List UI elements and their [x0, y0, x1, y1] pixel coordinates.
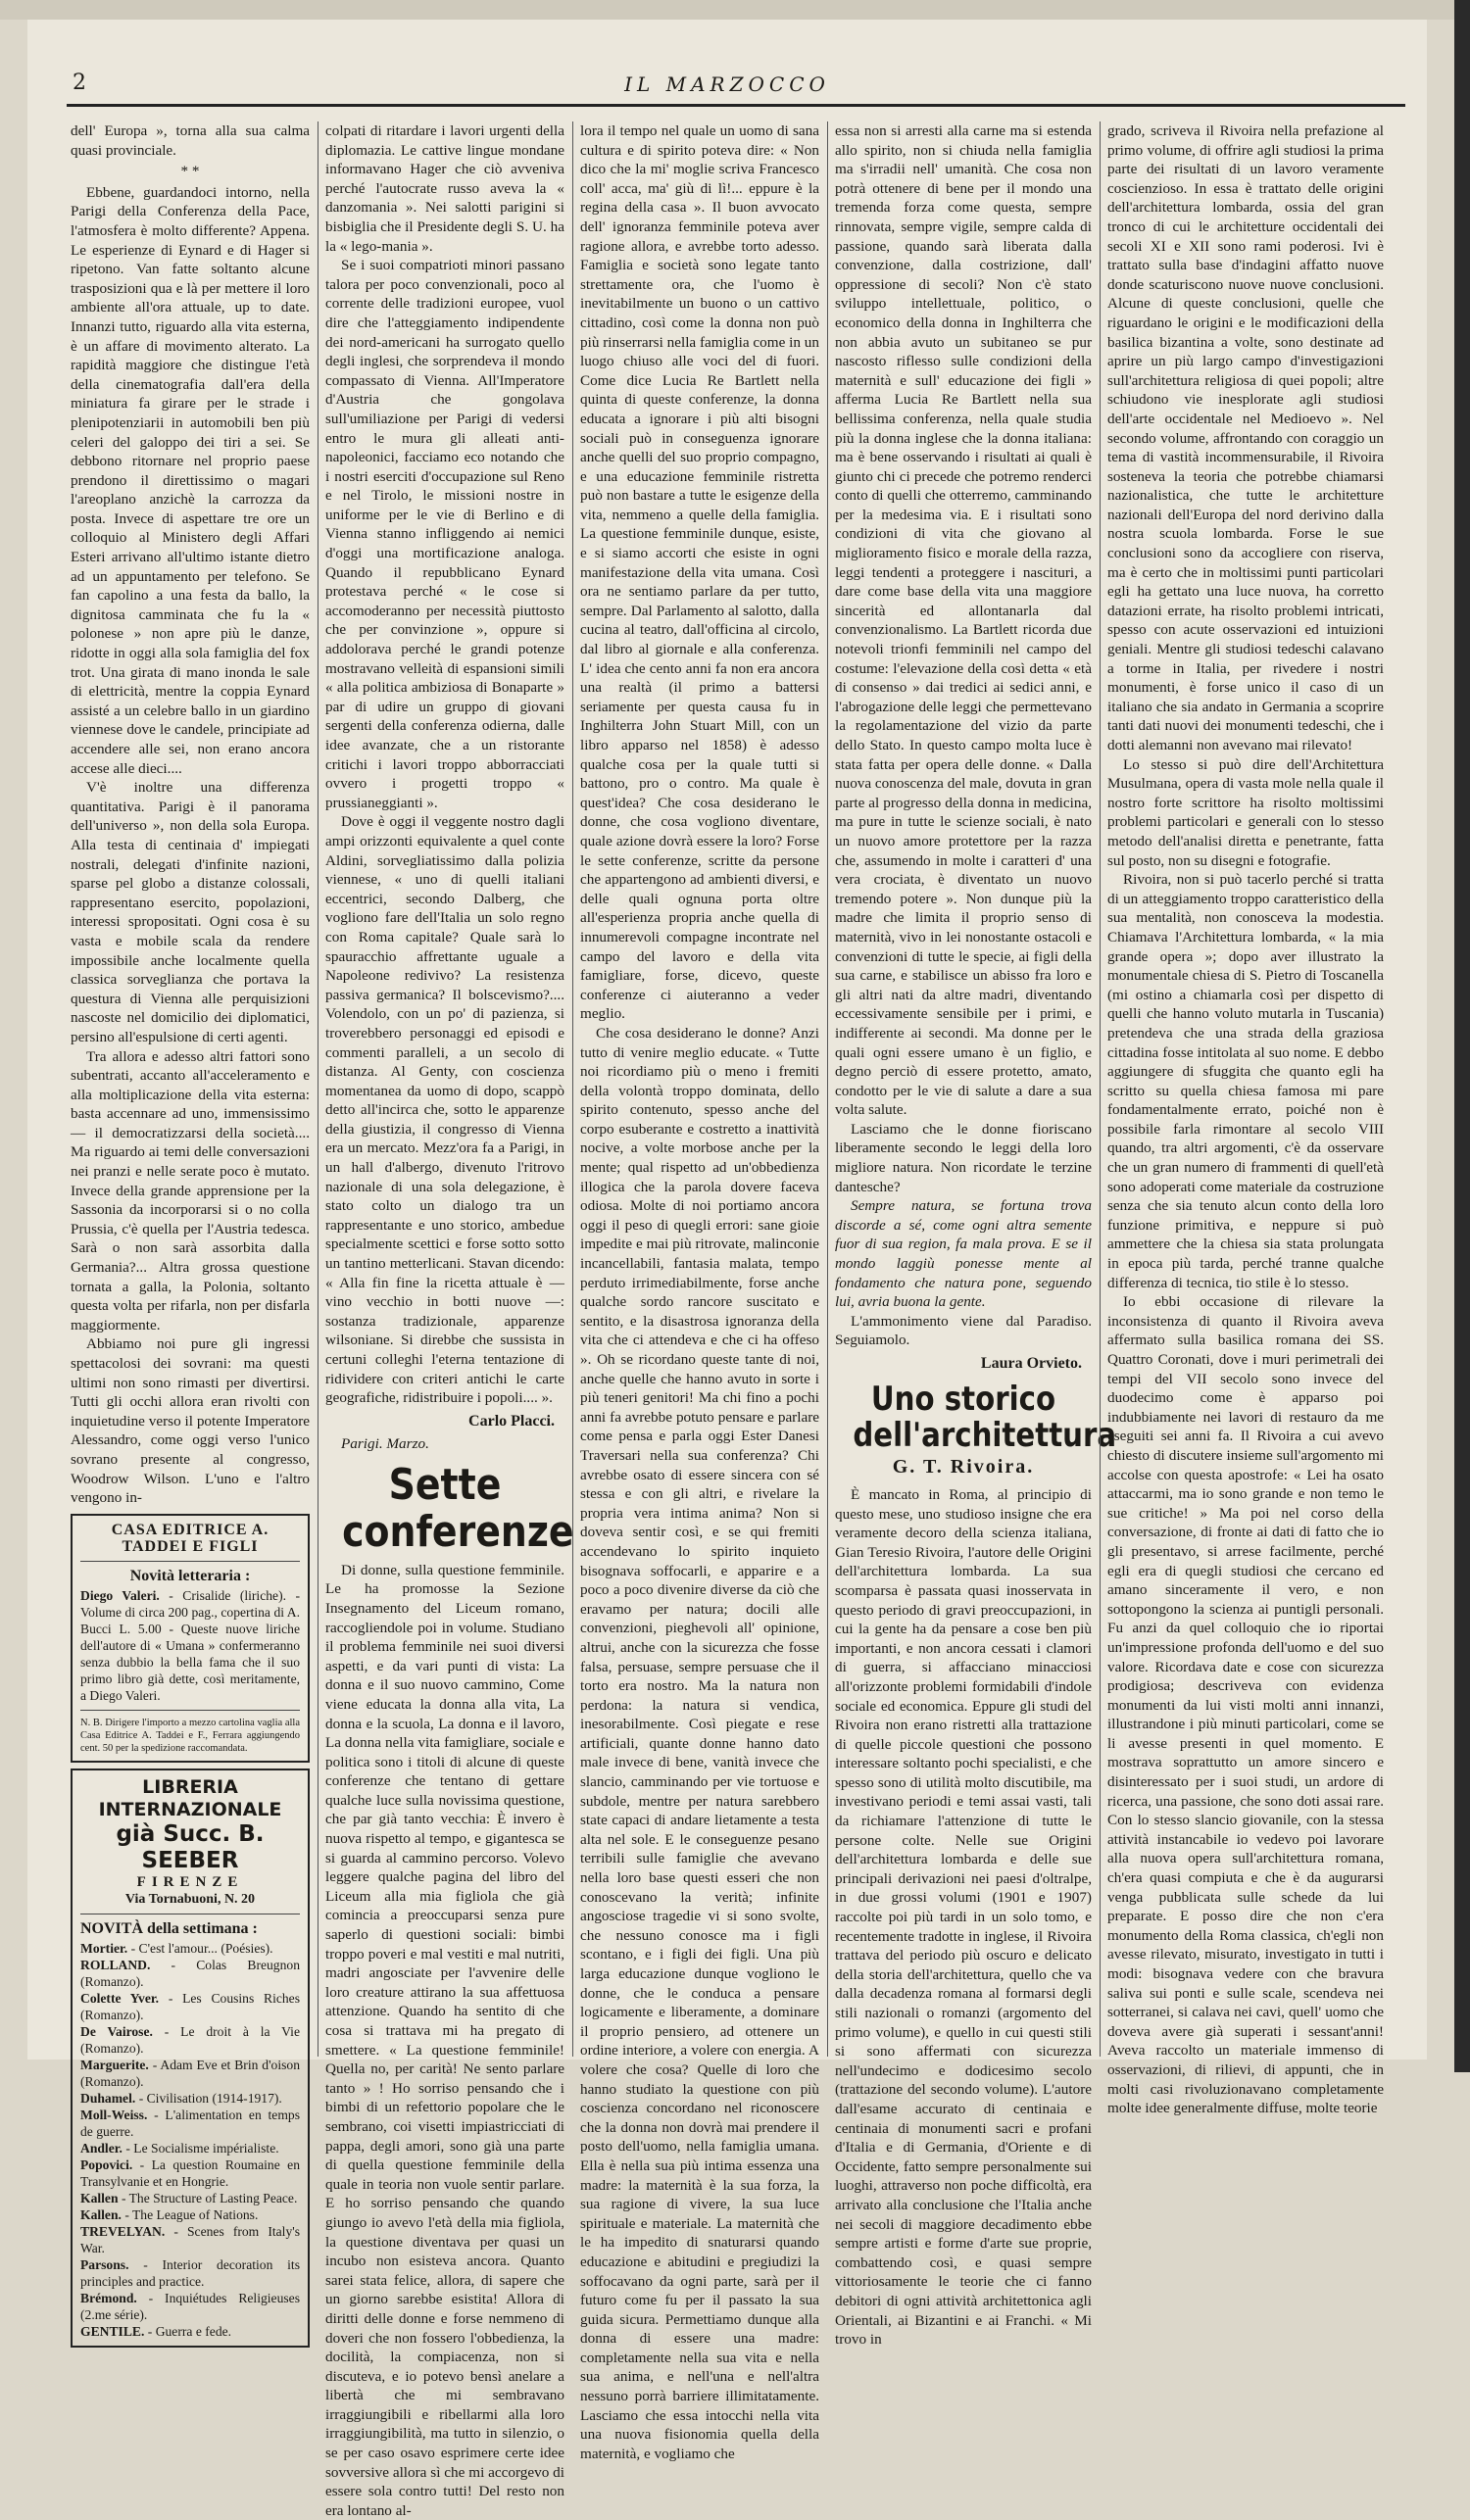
- book-list-item: [80, 1957, 300, 1990]
- column-5: [1107, 121, 1384, 2117]
- ad-subtitle: NOVITÀ della settimana :: [80, 1919, 258, 1937]
- column-rule: [572, 121, 573, 2057]
- book-list-item: [80, 2157, 300, 2190]
- book-title: - L'alimentation en temps de guerre.: [80, 2107, 300, 2139]
- ad-author: Diego Valeri.: [80, 1587, 160, 1603]
- book-list-item: [80, 2107, 300, 2140]
- paragraph: Che cosa desiderano le donne? Anzi tutto di venire meglio educate. « Tutte noi ricordiamo più o meno i fremiti della volontà troppo dominata, dello spirito contenuto, spesso anche del corpo esuberante e costretto a inattività nocive, a volte morbose anche per la mente; qual rispetto ad un'obbedienza illogica che la parola dovere faceva odiosa. Molte di noi portiamo ancora oggi il peso di quegli errori: sane gioie impedite e mai più ritrovate, malinconie incancellabili, fantasia malata, tempo perduto irrimediabilmente, forse anche qualche sordo rancore suscitato e sentito, e la disastrosa ignoranza della vita che ci attendeva e che ci ha offeso ». Oh se ricordano queste tante di noi, anche quelle che hanno avuto in sorte i più teneri genitori! Ma chi fino a pochi anni fa avrebbe potuto pensare e parlare come pensa e parla oggi Ester Danesi Traversari nella sua conferenza? Chi avrebbe osato di essere sincera con sé stessa e con gli altri, e rivelare la propria vera intima anima? Non si doveva sentir così, e se qui fremiti accendevano lo spirito inquieto bisognava soffocarli, e apparire e a poco a poco divenire diverse da ciò che eravamo per natura; docili alle convenzioni, pieghevoli all' opinione, altrui, anche con la sicurezza che fosse falsa, persuase, sempre persuase che il torto era nostro. Ma la natura non perdona: la natura si vendica, inesorabilmente. Così piegate e rese artificiali, quante donne hanno dato male invece di bene, vanità invece che slancio, camminando per vie tortuose e subdole, mentre per natura sarebbero state capaci di andare lietamente a testa alta nel sole. E le conseguenze pesano terribili sulle famiglie che avevano nella loro base questi esseri che non conoscevano la verità; infinite angosciose tragedie vi si sono svolte, che nessuno conosce ma i figli scontano, e i figli dei figli. Una più larga educazione dunque vogliono le donne, che le conduca a pensare logicamente e liberamente, a dominare il proprio pensiero, ad ottenere un ordine interiore, a volere con energia. A volere che cosa? Quelle di loro che hanno studiato la questione con più coscienza concordano nel riconoscere che la donna non dovrà mai prendere il posto dell'uomo, nella famiglia umana. Ella è nella sua più intima essenza una madre: la maternità è la sua forza, la sua ragione di vivere, la sua luce spirituale e materiale. La maternità che le ha impedito di snaturarsi quando educazione e abitudini e pregiudizi la soffocavano da ogni parte, sarà per il futuro come fu per il passato la sua guida sicura. Permettiamo dunque alla donna di essere una madre: completamente nella sua vita e nella sua anima, e nell'una e nell'altra nessuno porrà barriere illimitatamente. Lasciamo che essa intocchi nella vita una nuova fisionomia quella della maternità, e vogliamo che: [580, 1024, 819, 2462]
- paragraph: Ebbene, guardandoci intorno, nella Parigi della Conferenza della Pace, l'atmosfera è molto differente? Appena. Le esperienze di Eynard e di Hager si ripetono. Van fatte soltanto alcune trasposizioni qua e là per mettere il loro ambiente all'ora attuale, up to date. Innanzi tutto, riguardo alla vita esterna, è un affare di movimento alterato. La rapidità maggiore che distingue l'età della cinematografia dall'era della miniatura fa girare per le strade i plenipotenziarii in automobili ben più celeri del galoppo dei tiri a sei. Se debbono ritornare nel proprio paese prendono il direttissimo o magari l'areoplano anzichè la carrozza da posta. Invece di aspettare tre ore un colloquio al Ministero degli Affari Esteri arrivano all'ultimo istante dietro ad un appuntamento per telefono. Se fan capolino a una festa da ballo, la dignitosa camminata che fu la « polonese » non apre più le danze, ridotte in oggi alla sola famiglia del fox trot. Una girata di mano inonda le sale di elettricità, mentre la coppia Eynard assisté a un celebre ballo in un giardino viennese dove le candele, principiate ad accendere alle sei, non erano ancora accese alle dieci....: [71, 183, 310, 777]
- paragraph: Di donne, sulla questione femminile. Le ha promosse la Sezione Insegnamento del Liceum romano, raccogliendole poi in volume. Studiano il problema femminile nei suoi diversi aspetti, e da vari punti di vista: La donna e il suo nuovo cammino, Come viene educata la donna alla vita, La donna e la scuola, La donna e il lavoro, La donna nella vita famigliare, sociale e politica sono i titoli di alcune di queste conferenze che tentano di gettare qualche luce sulla novissima questione, che par già tanto vecchia: È invero è nuova rispetto al tempo, e gigantesca se si guarda al cammino percorso. Volevo leggere qualche pagina del libro del Liceum alla mia figliola che già comincia a preoccuparsi senza pure saperlo di questioni sociali: bimbi troppo poveri e mal vestiti e mal nutriti, madri angosciate per l'avvenire delle loro creature attirano la sua affettuosa attenzione. Quando ha sentito di che cosa si trattava mi ha pregato di smettere. « La questione femminile! Quella no, per carità! Ne sento parlare tanto » ! Ho sorriso pensando che i bimbi di un refettorio popolare che le sembrano, coi visetti impiastricciati di pappa, degli amori, sono già una parte di quella questione femminile della quale in teoria non vuole sentir parlare. E ho sorriso pensando che quando giungo io avevo l'età della mia figliola, la questione diventava per quasi un incubo non esisteva ancora. Quanto sarei stata felice, allora, di sapere che un giorno sarebbe esistita! Allora di diritti delle donne e forse nemmeno di doveri che non fossero l'obbedienza, la docilità, la compiacenza, non si discuteva, e io potevo bensì anelare a libertà che mi sembravano irraggiungibili e ribellarmi alla loro irraggiungibilità, ma tutto in silenzio, o se per caso osavo esprimere certe idee sovversive allora sì che mi accorgevo di essere sola contro tutti! Del resto non era lontano al-: [325, 1561, 564, 2519]
- paragraph: Dove è oggi il veggente nostro dagli ampi orizzonti equivalente a quel conte Aldini, sorvegliatissimo dalla polizia viennese, « uno di quelli italiani eccentrici, secondo Dalberg, che vogliono fare dell'Italia un solo regno con Roma capitale? Quale sarà lo spauracchio affrettante uguale a Napoleone redivivo? La resistenza passiva germanica? Il bolscevismo?.... Volendolo, con un po' di pazienza, si troverebbero personaggi ed episodi e commenti paralleli, a un secolo di distanza. Al Genty, con coscienza momentanea da uomo di dopo, scappò detto all'incirca che, sotto le apparenze della giustizia, il congresso di Vienna era un mercato. Mezz'ora fa a Parigi, in un hall d'albergo, divenuto l'ritrovo nazionale di una sola delegazione, è stato colto un dialogo tra un rappresentante e uno storico, ambedue specialmente scettici e forse sotto sotto un tantino metterlicani. Stavan dicendo: « Alla fin fine la ricetta attuale è — vino vecchio in botti nuove —: sostanza tradizionale, apparenze wilsoniane. Si direbbe che sussista in certuni colleghi l'eterna tentazione di ridividere con criteri antichi le carte geografiche, ridistribuire i popoli.... ».: [325, 813, 564, 1407]
- ad-title: CASA EDITRICE A. TADDEI E FIGLI: [111, 1521, 270, 1555]
- divider: [80, 1561, 300, 1562]
- book-title: - Colas Breugnon (Romanzo).: [80, 1957, 300, 1989]
- paragraph: essa non si arresti alla carne ma si estenda allo spirito, non si chiuda nella famiglia ma s'irradii nell' umanità. Che cosa non potrà ottenere di bene per il mondo una tremenda forza come questa, sempre rinnovata, sempre vigile, sempre calda di passione, quando sarà liberata dalla convenzione, dalla costrizione, dall' oppressione di secoli? Non c'è stato sviluppo intellettuale, politico, o economico della donna in Inghilterra che non abbia avuto un subitaneo se pur nascosto riflesso sulle condizioni della maternità e sull' educazione dei figli » afferma Lucia Re Bartlett nella sua bellissima conferenza, nella quale studia più la donna inglese che la donna italiana: ma è bene osservando i risultati ai quali è giunto chi ci precede che potremo renderci conto di quelli che otterremo, camminando per la medesima via. E i risultati sono condizioni di vita che giovano al miglioramento fisico e morale della razza, leggi tendenti a proteggere i nascituri, a dare come base della vita una maggiore sincerità ed allontanarla dal convenzionalismo. La Bartlett ricorda due notevoli trionfi femminili nel campo del costume: l'elevazione della così detta « età di consenso » dai tredici ai sedici anni, e l'abrogazione delle leggi che permettevano la regolamentazione del vizio da parte dello Stato. In questo campo molta luce è stata fatta per opera delle donne. « Dalla nuova conoscenza del male, dovuta in gran parte al progresso della donna in medicina, ma pure in tutte le scienze sociali, è nato un nuovo amore protettore per la razza che, assumendo in molte i caratteri d' una vera crociata, è diventato un nuovo tremendo potere ». Non dunque più la madre che limita il proprio senso di maternità, vivo in lei nonostante ostacoli e convenzioni di tutte le specie, ai figli della sua carne, e stabilisce un abisso fra loro e gli altri nati da altre madri, diventando eccessivamente sensibile per i primi, e indifferente ai secondi. Ma donne per le quali ogni essere umano è un figlio, e degno perciò di essere protetto, amato, condotto per le vie di salute a dare a sua volta salute.: [835, 122, 1092, 1119]
- page-edge-shadow: [1454, 0, 1470, 2072]
- book-list-item: [80, 2023, 300, 2057]
- book-title: - The Structure of Lasting Peace.: [121, 2190, 298, 2205]
- ad-text: - Crisalide (liriche). - Volume di circa 200 pag., copertina di A. Bucci L. 5.00 - Queste nuove liriche dell'autore di « Umana » confermeranno senza dubbio la bella fama che il suo primo libro già dette, così meritamente, a Diego Valeri.: [80, 1587, 300, 1703]
- book-title: - Scenes from Italy's War.: [80, 2223, 300, 2255]
- divider: [80, 1710, 300, 1711]
- paragraph: lora il tempo nel quale un uomo di sana cultura e di spirito poteva dire: « Non dico che la mi' moglie scriva Francesco coll' acca, ma' giù di lì!... eppure è la regina della casa ». Il buon avvocato dell' ignoranza femminile poteva aver ragione allora, e avrebbe torto adesso. Famiglia e società sono legate tanto strettamente ora, che l'uomo è inevitabilmente un buono o un cattivo cittadino, così come la donna non può più rinserrarsi nella famiglia come in un luogo chiuso alle voci del di fuori. Come dice Lucia Re Bartlett nella quinta di queste conferenze, la donna educata a ignorare i più alti bisogni sociali può in conseguenza ignorare anche quelli del suo proprio compagno, e una educazione femminile ristretta può non bastare a tutte le esigenze della vita, nemmeno a quelle della famiglia. La questione femminile dunque, esiste, e si siamo accorti che esiste in ogni manifestazione della vita umana. Così ora ne sentiamo parlare da per tutto, sempre. Dal Parlamento al salotto, dalla cucina al teatro, dall'officina al circolo, dal libro al giornale e alla conferenza. L' idea che cento anni fa non era ancora una realtà (il primo a battersi seriamente per questa causa fu in Inghilterra John Stuart Mill, con un libro apparso nel 1858) è adesso qualche cosa per la quale tutti si battono, pro o contro. Ma quale è quest'idea? Che cosa desiderano le donne, che cosa vogliono diventare, quale azione dovrà essere la loro? Forse le sette conferenze, scritte da persone che appartengono ad ambienti diversi, e delle quali ognuna porta oltre all'esperienza propria anche quella di innumerevoli compagne incontrate nel campo del lavoro e della vita famigliare, forse, dicevo, queste conferenze ci aiuteranno a veder meglio.: [580, 122, 819, 1023]
- book-title: - Inquiétudes Religieuses (2.me série).: [80, 2290, 301, 2322]
- ad-subtitle: Novità letteraria :: [129, 1567, 251, 1584]
- ad-note: N. B. Dirigere l'importo a mezzo cartolina vaglia alla Casa Editrice A. Taddei e F., Ferrara aggiungendo cent. 50 per la spedizione raccomandata.: [80, 1717, 300, 1754]
- ad-title-line-2: già Succ. B. SEEBER: [116, 1820, 265, 1873]
- column-2: [325, 121, 574, 2519]
- article-headline: Sette conferenze: [342, 1459, 574, 1558]
- book-author: Kallen: [80, 2190, 119, 2205]
- book-author: Duhamel.: [80, 2090, 136, 2106]
- book-author: ROLLAND.: [80, 1957, 151, 1972]
- ad-body: [80, 1587, 300, 1704]
- section-stars: * *: [180, 163, 200, 180]
- book-title: - Adam Eve et Brin d'oison (Romanzo).: [80, 2057, 300, 2089]
- book-title: - Le Socialisme impérialiste.: [125, 2140, 279, 2156]
- paragraph: grado, scriveva il Rivoira nella prefazione al primo volume, di offrire agli studiosi la prima parte dei risultati di un lavoro veramente coscienzioso. In essa è trattato delle origini dell'architettura lombarda, ossia del gran tronco di cui le architetture occidentali dei secoli XI e XII sono rami poderosi. Ivi è trattato sulla base d'indagini affatto nuove donde scaturiscono nuove nuove conclusioni. Alcune di queste conclusioni, quelle che riguardano le origini e le modificazioni della basilica bizantina a volte, sono destinate ad aprire un più largo campo d'investigazioni sull'architettura religiosa di quei popoli; altre schiudono vie inesplorate agli studiosi dell'arte occidentale nel Medioevo ». Nel secondo volume, affrontando con coraggio un tema di vastità incommensurabile, il Rivoira sosteneva la teoria che potrebbe chiamarsi nazionalistica, che tutte le architetture nazionali dell'Europa del nord derivino dalla nostra scuola lombarda. Forse le sue conclusioni sono da accogliere con riserva, ma è certo che in moltissimi punti particolari egli ha gettato una luce nuova, ha corretto datazioni errate, ha risolto problemi intricati, spesso con acute osservazioni ed intuizioni geniali. Mentre gli studiosi tedeschi calavano a torme in Italia, per rivedere i nostri monumenti, è forse unico il caso di un italiano che sia andato in Germania a scoprire tanti dati nuovi dei monumenti tedeschi, che i dotti alemanni non avevano mai rilevato!: [1107, 122, 1384, 753]
- book-list-item: [80, 2140, 300, 2157]
- book-author: Andler.: [80, 2140, 122, 2156]
- masthead: IL MARZOCCO: [624, 73, 830, 96]
- ad-title-line-1: LIBRERIA INTERNAZIONALE: [98, 1775, 282, 1820]
- column-rule: [827, 121, 828, 2057]
- book-author: Mortier.: [80, 1940, 128, 1956]
- column-rule: [1100, 121, 1101, 2057]
- book-author: Popovici.: [80, 2157, 133, 2172]
- paragraph: Lo stesso si può dire dell'Architettura Musulmana, opera di vasta mole nella quale il nostro forte scrittore ha risolto moltissimi problemi particolari e generali con lo stesso metodo dell'analisi diretta e penetrante, fatta sul posto, non su disegni e fotografie.: [1107, 755, 1384, 869]
- book-author: Brémond.: [80, 2290, 137, 2305]
- book-list-item: [80, 2057, 300, 2090]
- page-top-margin: [0, 0, 1470, 20]
- paragraph: Rivoira, non si può tacerlo perché si tratta di un atteggiamento troppo caratteristico della sua mentalità, non conosceva la modestia. Chiamava l'Architettura lombarda, « la mia grande opera »; dopo aver illustrato la monumentale chiesa di S. Pietro di Toscanella (mi ostino a chiamarla così per dispetto di quelli che hanno voluto mutarla in Tuscania) pretendeva che una strada della graziosa cittadina fosse intitolata al suo nome. E debbo aggiungere di sfuggita che quanto egli ha scritto su quella chiesa famosa mi pare fondamentalmente errato, poiché non è possibile farla rimontare al secolo VIII quando, tra altri argomenti, c'è da osservare che un gran numero di frammenti di quell'età sono adoperati come materiale da costruzione senza che sia tenuto alcun conto della loro funzione primitiva, e neppure si può ammettere che la chiesa sia stata prolungata in epoca più tarda, perché tranne qualche differenza di tecnica, tio stile è lo stesso.: [1107, 871, 1384, 1291]
- paragraph: È mancato in Roma, al principio di questo mese, uno studioso insigne che era veramente decoro della scienza italiana, Gian Teresio Rivoira, l'autore delle Origini dell'architettura lombarda. La sua scomparsa è passata quasi inosservata in questo periodo di gravi preoccupazioni, in cui la gente ha da pensare a cose ben più importanti, e non ancora cessati i clamori di guerra, si affacciano minacciosi all'orizzonte problemi formidabili d'indole sociale ed economica. Eppure gli studi del Rivoira non erano ristretti alla trattazione di quelle piccole questioni che possono interessare soltanto pochi specialisti, e che spesso sono di utilità molto discutibile, ma investivano periodi e temi assai vasti, tali da richiamare l'attenzione di tutte le persone colte. Nelle sue Origini dell'architettura lombarda e delle sue principali derivazioni nei paesi d'oltralpe, in due grossi volumi (1901 e 1907) raccolte poi più tardi in un solo tomo, e recentemente tradotte in inglese, il Rivoira trattava del periodo più oscuro e delicato della storia dell'architettura, quello che va dalla decadenza romana al formarsi degli stili nazionali o romanzi (argomento del primo volume), e quello in cui questi stili si sono affermati con sicurezza nell'undecimo e dodicesimo secolo (trattazione del secondo volume). L'autore dall'esame accurato di centinaia e centinaia di monumenti sacri e profani d'Italia e di Germania, d'Oriente e di Occidente, fatto sempre personalmente sui luoghi, attraverso non poche difficoltà, era arrivato alla conclusione che l'Italia anche nei secoli di maggiore decadimento ebbe sempre artisti e forme d'arte sue proprie, combattendo così, e quasi sempre vittoriosamente le teorie che ci fanno debitori di ogni attività architettonica agli Orientali, ai Bizantini e ai Franchi. « Mi trovo in: [835, 1485, 1092, 2349]
- book-title: - Civilisation (1914-1917).: [138, 2090, 282, 2106]
- advertisement-taddei: [71, 1514, 310, 1763]
- book-title: - The League of Nations.: [124, 2206, 259, 2222]
- author-signature: Laura Orvieto.: [980, 1355, 1082, 1372]
- book-author: TREVELYAN.: [80, 2223, 166, 2239]
- book-author: Marguerite.: [80, 2057, 149, 2072]
- paragraph: dell' Europa », torna alla sua calma quasi provinciale.: [71, 122, 310, 159]
- book-author: Parsons.: [80, 2256, 129, 2272]
- author-signature: Carlo Placci.: [468, 1412, 555, 1430]
- book-list-item: [80, 1940, 300, 1957]
- ad-city: FIRENZE: [136, 1873, 244, 1890]
- column-1: [71, 121, 310, 2339]
- book-title: - La question Roumaine en Transylvanie et en Hongrie.: [80, 2157, 300, 2189]
- book-list-item: [80, 2290, 300, 2323]
- book-title: - Le droit à la Vie (Romanzo).: [80, 2023, 300, 2056]
- paragraph: Lasciamo che le donne fioriscano liberamente secondo le leggi della loro migliore natura. Non ricordate le terzine dantesche?: [835, 1120, 1092, 1195]
- book-title: - Les Cousins Riches (Romanzo).: [80, 1990, 301, 2022]
- advertisement-seeber: [71, 1769, 310, 2348]
- column-4: [835, 121, 1117, 2349]
- book-author: GENTILE.: [80, 2323, 145, 2339]
- book-list-item: [80, 1990, 300, 2023]
- book-author: Kallen.: [80, 2206, 122, 2222]
- book-author: Moll-Weiss.: [80, 2107, 148, 2122]
- verse-quote: Sempre natura, se fortuna trova discorde a sé, come ogni altra semente fuor di sua region, fa mala prova. E se il mondo laggiù ponesse mente al fondamento che natura pone, seguendo lui, avria buona la gente.: [835, 1197, 1092, 1311]
- book-list-item: [80, 2206, 300, 2223]
- paragraph: Tra allora e adesso altri fattori sono subentrati, accanto all'acceleramento e alla moltiplicazione della vita esterna: basta accennare ad uno, immensissimo — il democratizzarsi della società.... Ma riguardo ai temi delle conversazioni nei pranzi e nelle serate poco è mutato. Invece della grande apprensione per la Sassonia da incorporarsi si o no colla Prussia, c'è quella per l'Austria tedesca. Sarà o non sarà assorbita dalla Germania?... Altra grossa questione tornata a galla, la Polonia, soltanto questa volta per rifarla, non per disfarla maggiormente.: [71, 1047, 310, 1333]
- page-number: 2: [73, 71, 86, 95]
- paragraph: colpati di ritardare i lavori urgenti della diplomazia. Le cattive lingue mondane informavano Hager che ciò avveniva perché l'autocrate russo aveva la « danzomania ». Nei salotti parigini si bisbiglia che il Presidente degli S. U. ha la « lego-mania ».: [325, 122, 564, 255]
- book-list-item: [80, 2190, 300, 2206]
- paragraph: Abbiamo noi pure gli ingressi spettacolosi dei sovrani: ma questi ultimi non sono rimasti per divertirsi. Tutti gli occhi allora eran rivolti con inquietudine verso il potente Imperatore Alessandro, come oggi verso l'unico sovrano presente al congresso, Woodrow Wilson. L'uno e l'altro vengono in-: [71, 1335, 310, 1507]
- book-author: Colette Yver.: [80, 1990, 160, 2006]
- paragraph: V'è inoltre una differenza quantitativa. Parigi è il panorama dell'universo », non della sola Europa. Alla testa di centinaia d' impiegati nostrali, delegati d'infinite nazioni, sparse pel globo a distanze colossali, rappresentano esercito, popolazioni, interessi spropositati. Ogni cosa è su vasta e mobile scala da rendere impossibile anche localmente quella classica sorveglianza che portava la questura di Vienna alle perquisizioni nascoste nel domicilio dei diplomatici, persino all'espulsione di certi agenti.: [71, 779, 310, 1045]
- book-list-item: [80, 2223, 300, 2256]
- column-3: [580, 121, 819, 2462]
- ad-address: Via Tornabuoni, N. 20: [124, 1891, 256, 1907]
- book-title: - Guerra e fede.: [147, 2323, 232, 2339]
- book-list: [80, 1940, 300, 2340]
- book-list-item: [80, 2256, 300, 2290]
- book-list-item: [80, 2090, 300, 2107]
- book-author: De Vairose.: [80, 2023, 153, 2039]
- article-headline: Uno storico dell'architettura: [853, 1379, 1117, 1455]
- paragraph: Io ebbi occasione di rilevare la inconsistenza di quanto il Rivoira aveva affermato sulla basilica romana dei SS. Quattro Coronati, dove i muri perimetrali dei tempi del VII secolo sono invece del duodecimo come è apparso poi indubbiamente nei lavori di restauro da me eseguiti sei anni fa. Il Rivoira a cui avevo chiesto di discutere insieme sull'argomento mi accolse con questa apostrofe: « Lei ha osato attaccarmi, ma io sono grande e non temo le sue critiche! » Ma poi nel corso della conversazione, di fronte ai dati di fatto che io gli presentavo, si arrese facilmente, perché egli era di quegli studiosi che cercano ed amano sinceramente il vero, e non sottopongono la scienza ai puntigli personali. Fu anzi da quel colloquio che io riportai un'impressione profonda dell'uomo e del suo valore. Ricordava date e cose con sicurezza prodigiosa; descriveva con evidenza monumenti da lui visti molti anni innanzi, illustrandone i più minuti particolari, come se li avesse presenti in quel momento. E mostrava soprattutto un amore sincero e disinteressato per i suoi studi, un ardore di ricerca, una passione, che sono doti assai rare. Con lo stesso slancio giovanile, con la stessa attività instancabile io vedevo poi lavorare alla nuova opera sull'architettura romana, ch'era quasi compiuta e che è da augurarsi venga pubblicata sulle schede da lui preparate. E posso dire che non c'era monumento della Roma classica, ch'egli non avesse rilevato, misurato, investigato in tutti i modi: bisognava vedere con che bravura saliva sui ponti e sulle scale, scendeva nei sotterranei, si calava nei cavi, quell' uomo che doveva avere già superati i sessant'anni! Aveva raccolto un materiale immenso di osservazioni, di rilievi, di appunti, che in molti casi rivoluzionavano completamente molte idee generalmente diffuse, molte teorie: [1107, 1293, 1384, 2117]
- header-rule: [67, 104, 1405, 107]
- book-title: - Interior decoration its principles and practice.: [80, 2256, 300, 2289]
- book-list-item: [80, 2323, 300, 2340]
- paragraph: Se i suoi compatrioti minori passano talora per poco convenzionali, poco al corrente delle tradizioni europee, vuol dire che l'atteggiamento indipendente dei nord-americani ha surrogato quello degli inglesi, che sorprendeva il mondo compassato di Vienna. All'Imperatore d'Austria che gongolava sull'umiliazione per Parigi di vedersi entro le mura gli alleati anti-napoleonici, facciamo eco notando che i nostri eserciti d'occupazione sul Reno e nel Tirolo, le missioni nostre in uniforme per le vie di Berlino e di Vienna stanno infliggendo ai nemici d'oggi una mortificazione analoga. Quando il repubblicano Eynard protestava perché « le cose si accomoderanno per necessità piuttosto che per convinzione », oppure si addolorava perché le grandi potenze mostravano velleità di espansioni simili « alla politica ambiziosa di Bonaparte » par di udire un gruppo di giovani sergenti della conferenza odierna, dalle idee avanzate, che a un ristorante critichi i lavori troppo abborracciati ovvero i progetti troppo « prussianeggianti ».: [325, 257, 564, 811]
- dateline: Parigi. Marzo.: [341, 1435, 429, 1453]
- book-title: - C'est l'amour... (Poésies).: [130, 1940, 273, 1956]
- paragraph: L'ammonimento viene dal Paradiso. Seguiamolo.: [835, 1312, 1092, 1349]
- article-byline: G. T. Rivoira.: [892, 1456, 1035, 1478]
- newspaper-page: [27, 20, 1427, 2519]
